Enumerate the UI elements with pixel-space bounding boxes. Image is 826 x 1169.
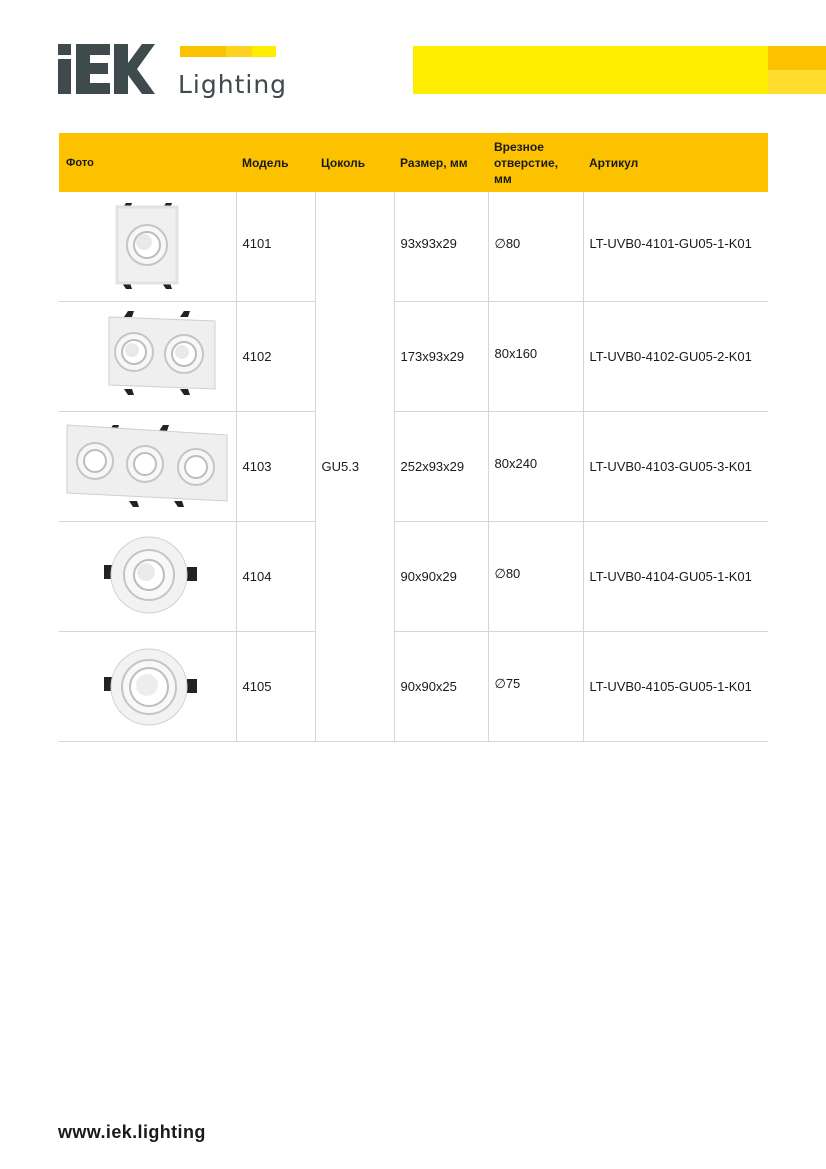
cell-cutout: ∅80 [488,192,583,302]
cell-cutout: ∅75 [488,632,583,742]
cell-model: 4104 [236,522,315,632]
cell-model: 4105 [236,632,315,742]
cell-socket: GU5.3 [315,192,394,742]
round-spotlight-frame-75-image [87,633,207,737]
header-socket: Цоколь [321,155,366,170]
table-row [59,522,768,632]
product-photo-4102 [59,302,236,412]
iek-logo-mark [58,44,158,94]
cell-size: 93x93x29 [394,192,488,302]
logo-lighting-text: Lighting [178,70,288,99]
product-photo-4101 [59,192,236,302]
table-row [59,632,768,742]
cell-model: 4101 [236,192,315,302]
header-photo: Фото [66,156,94,169]
table-row [59,192,768,302]
square-single-spotlight-frame-image [87,193,207,297]
cell-cutout: 80x160 [488,302,583,412]
cell-model: 4103 [236,412,315,522]
double-spotlight-frame-image [72,303,222,407]
cell-article: LT-UVB0-4103-GU05-3-K01 [583,412,768,522]
cell-size: 90x90x29 [394,522,488,632]
cell-article: LT-UVB0-4101-GU05-1-K01 [583,192,768,302]
cell-article: LT-UVB0-4105-GU05-1-K01 [583,632,768,742]
header-cutout: Врезное отверстие, мм [494,139,559,186]
cell-size: 90x90x25 [394,632,488,742]
table-row [59,302,768,412]
product-table [59,133,768,742]
table-row [59,412,768,522]
cell-size: 252x93x29 [394,412,488,522]
header-size: Размер, мм [400,155,468,170]
round-spotlight-frame-image [87,523,207,627]
cell-model: 4102 [236,302,315,412]
cell-article: LT-UVB0-4102-GU05-2-K01 [583,302,768,412]
product-photo-4103 [59,412,236,522]
footer-website-link[interactable]: www.iek.lighting [58,1122,206,1142]
triple-spotlight-frame-image [59,413,236,517]
cell-cutout: ∅80 [488,522,583,632]
header-banner [413,46,826,94]
cell-article: LT-UVB0-4104-GU05-1-K01 [583,522,768,632]
table-header-row [59,133,768,192]
header-model: Модель [242,155,289,170]
header-article: Артикул [589,155,639,170]
logo-color-bars [180,46,276,57]
cell-cutout: 80x240 [488,412,583,522]
product-photo-4105 [59,632,236,742]
cell-size: 173x93x29 [394,302,488,412]
product-photo-4104 [59,522,236,632]
